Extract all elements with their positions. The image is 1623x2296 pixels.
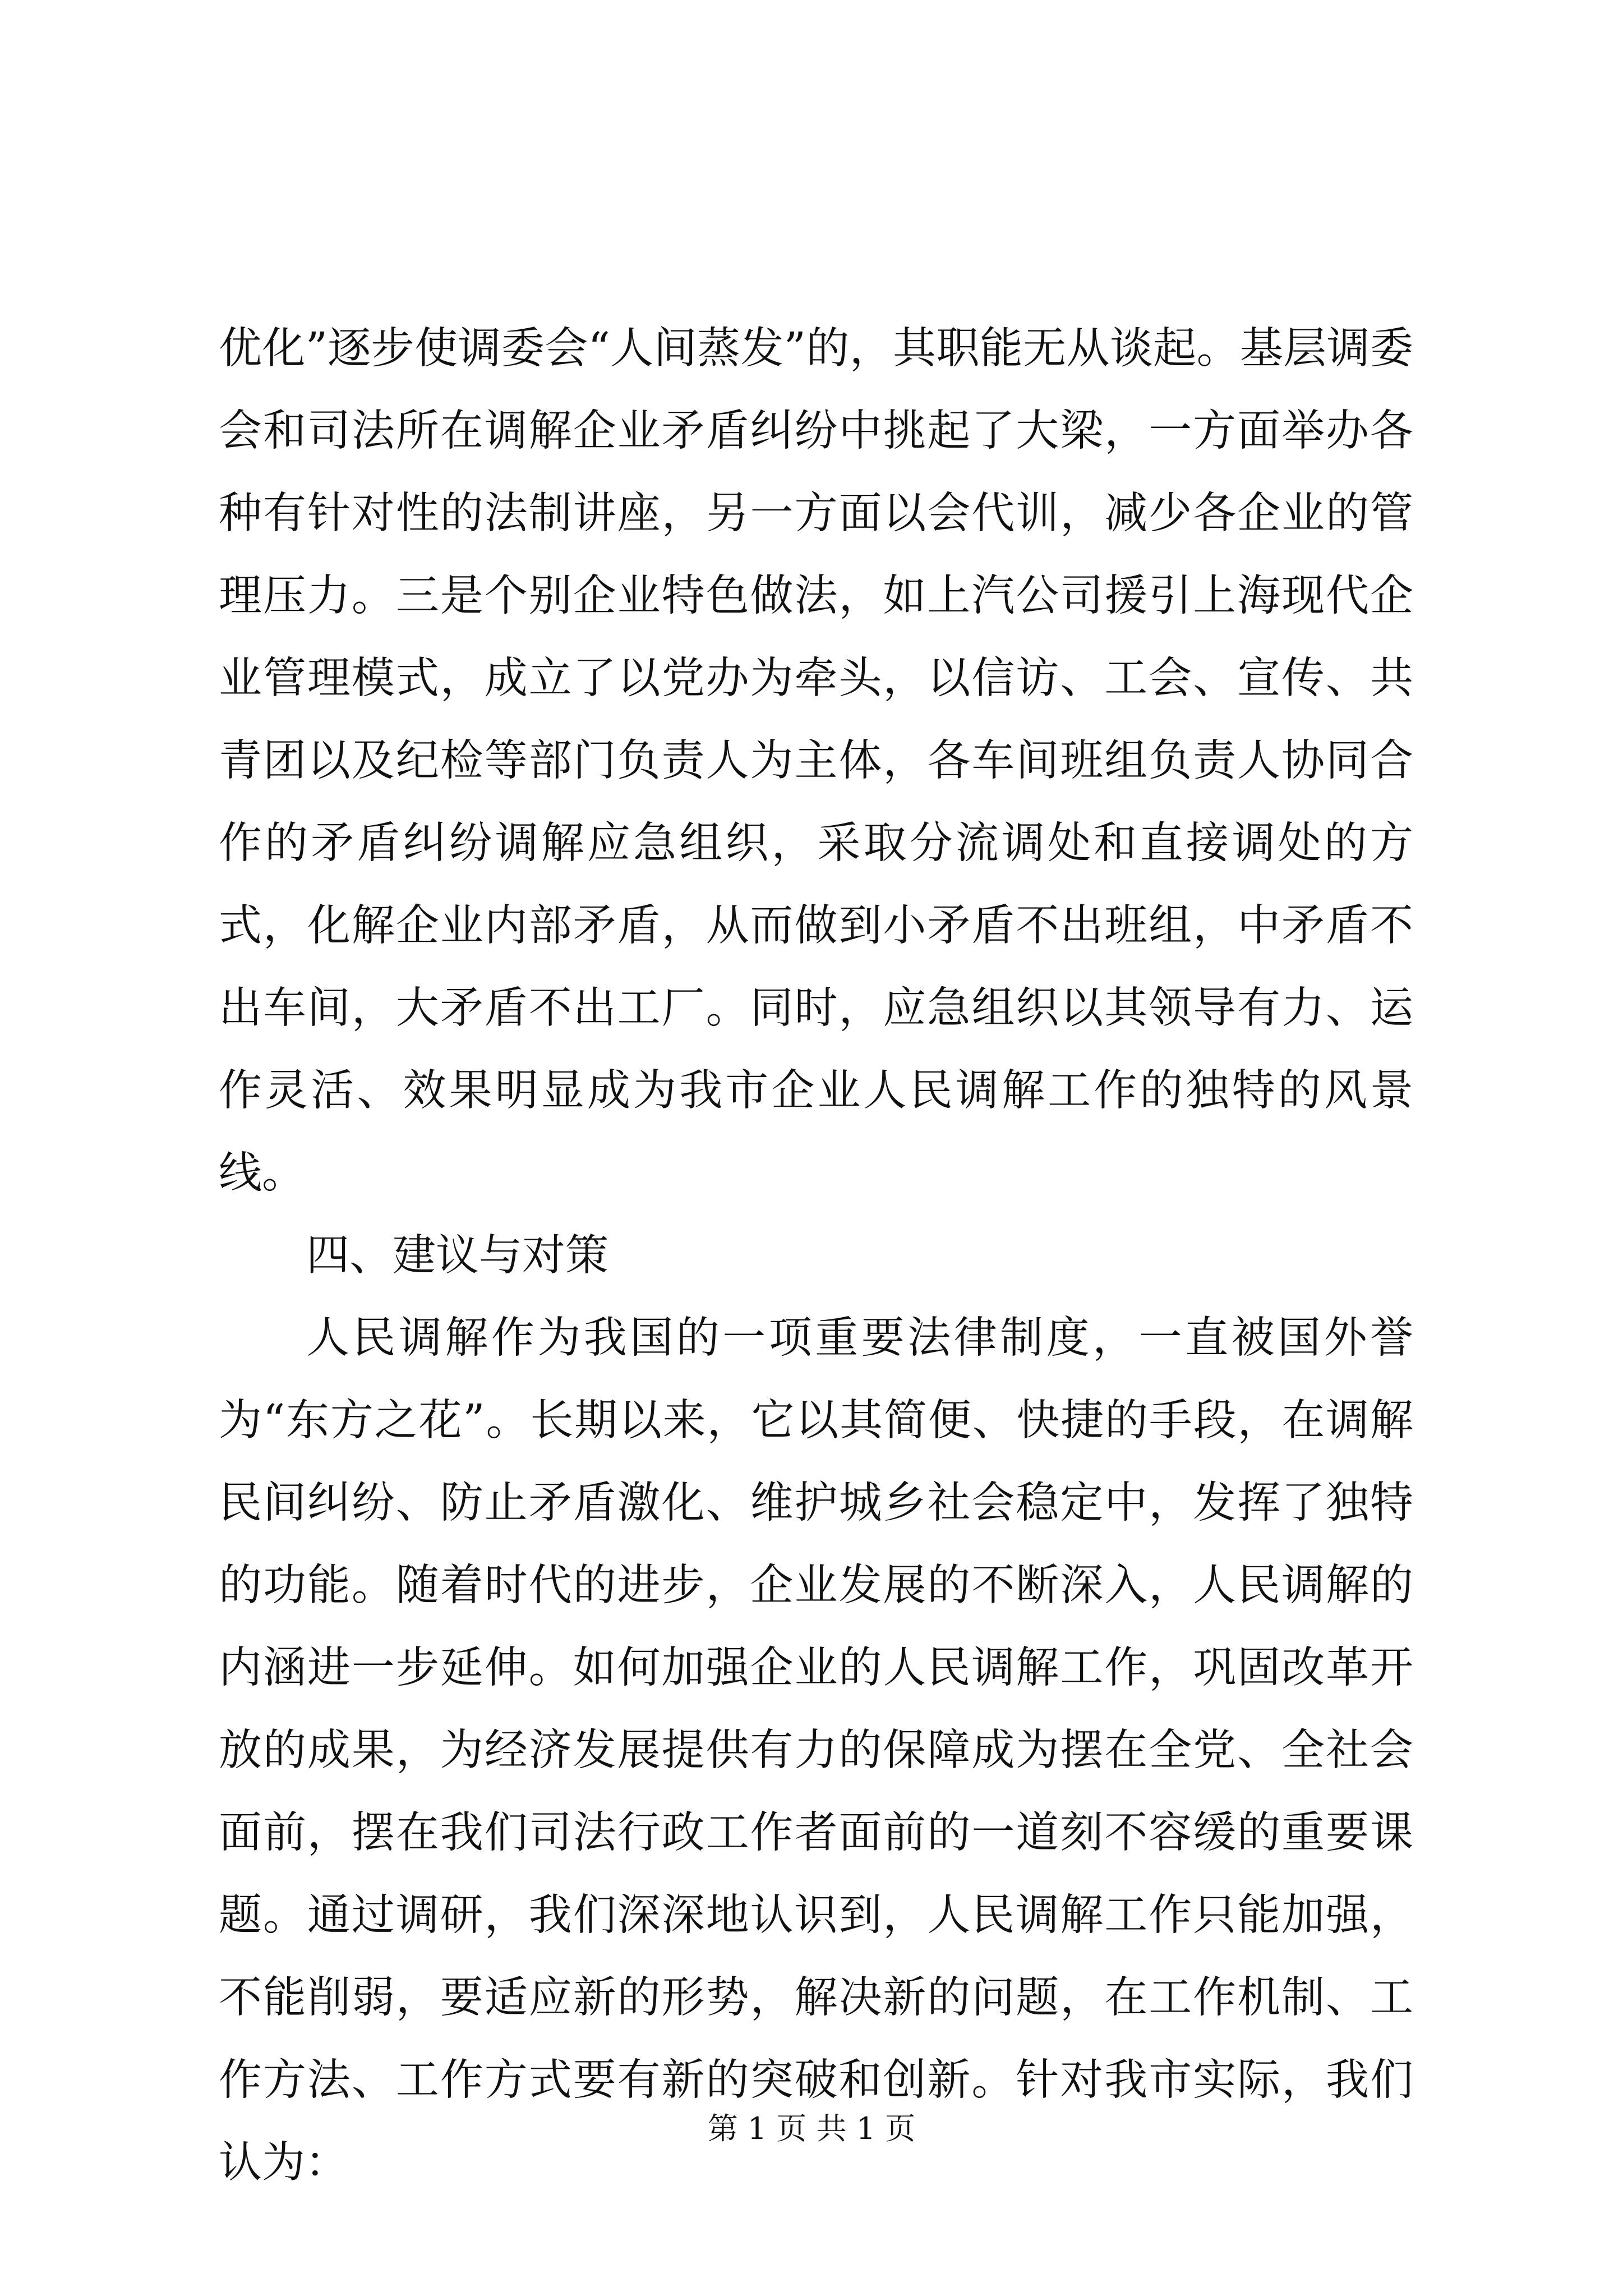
page-footer: 第 1 页 共 1 页 [707, 2111, 916, 2146]
document-body [219, 307, 1413, 2204]
paragraph-suggestions: 人民调解作为我国的一项重要法律制度，一直被国外誉为“东方之花”。长期以来，它以其简便、快捷的手段，在调解民间纠纷、防止矛盾激化、维护城乡社会稳定中，发挥了独特的功能。随着时代的进步，企业发展的不断深入，人民调解的内涵进一步延伸。如何加强企业的人民调解工作，巩固改革开放的成果，为经济发展提供有力的保障成为摆在全党、全社会面前，摆在我们司法行政工作者面前的一道刻不容缓的重要课题。通过调研，我们深深地认识到，人民调解工作只能加强，不能削弱，要适应新的形势，解决新的问题，在工作机制、工作方法、工作方式要有新的突破和创新。针对我市实际，我们认为： [219, 1313, 1413, 2188]
paragraph-continuation: 优化”逐步使调委会“人间蒸发”的，其职能无从谈起。基层调委会和司法所在调解企业矛盾纠纷中挑起了大梁，一方面举办各种有针对性的法制讲座，另一方面以会代训，减少各企业的管理压力。三是个别企业特色做法，如上汽公司援引上海现代企业管理模式，成立了以党办为牵头，以信访、工会、宣传、共青团以及纪检等部门负责人为主体，各车间班组负责人协同合作的矛盾纠纷调解应急组织，采取分流调处和直接调处的方式，化解企业内部矛盾，从而做到小矛盾不出班组，中矛盾不出车间，大矛盾不出工厂。同时，应急组织以其领导有力、运作灵活、效果明显成为我市企业人民调解工作的独特的风景线。 [219, 324, 1413, 1198]
section-heading: 四、建议与对策 [306, 1231, 608, 1281]
